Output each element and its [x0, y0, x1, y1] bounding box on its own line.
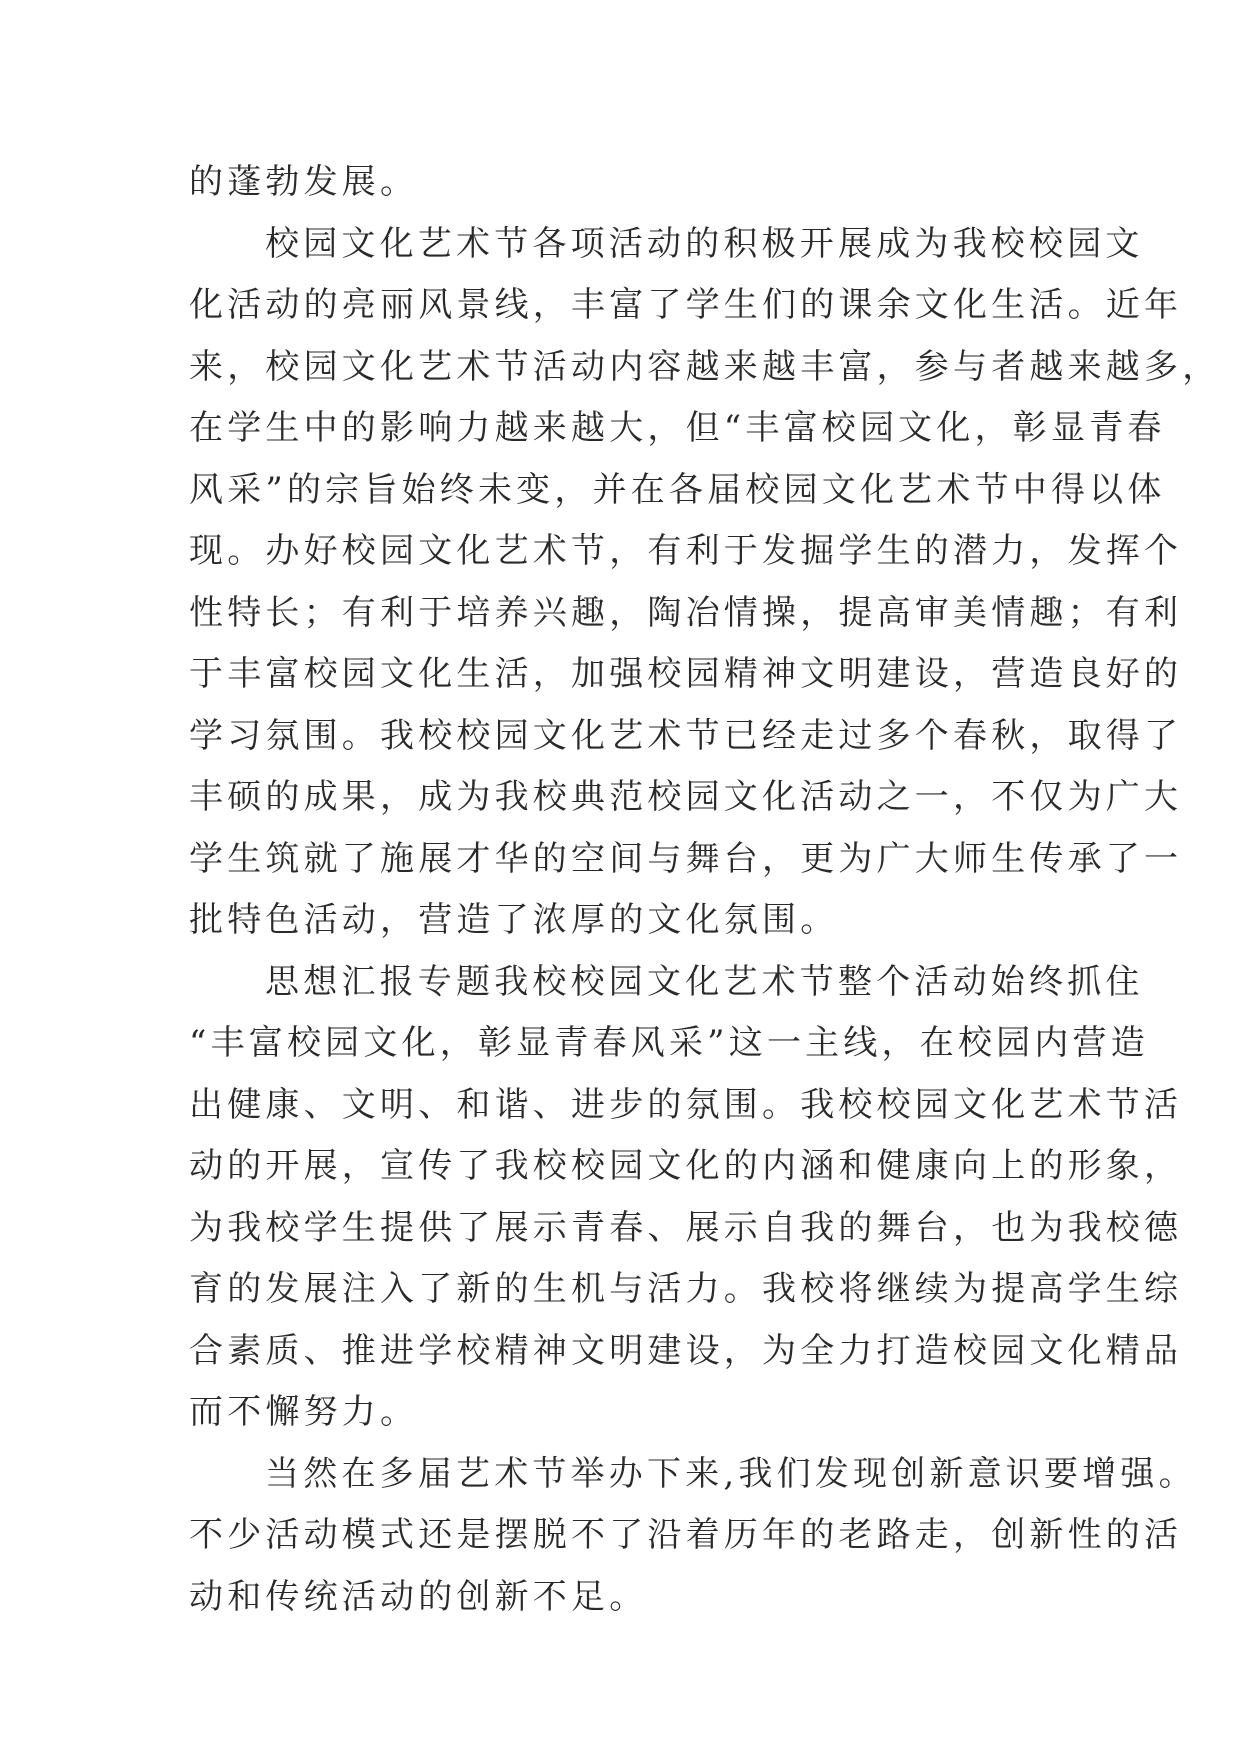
paragraph-line: 风采”的宗旨始终未变，并在各届校园文化艺术节中得以体 [189, 469, 1166, 510]
paragraph-line: 不少活动模式还是摆脱不了沿着历年的老路走，创新性的活 [189, 1515, 1183, 1555]
paragraph-line: 思想汇报专题我校校园文化艺术节整个活动始终抓住 [265, 961, 1144, 1002]
paragraph-line: 的蓬勃发展。 [189, 162, 419, 202]
paragraph-4 [189, 1444, 1197, 1629]
document-body [189, 152, 1221, 1628]
paragraph-line: 现。办好校园文化艺术节，有利于发掘学生的潜力，发挥个 [189, 531, 1183, 571]
paragraph-line: 动和传统活动的创新不足。 [189, 1576, 648, 1617]
paragraph-line: 当然在多届艺术节举办下来,我们发现创新意识要增强。 [265, 1453, 1197, 1494]
paragraph-line: 化活动的亮丽风景线，丰富了学生们的课余文化生活。近年 [189, 285, 1183, 325]
paragraph-line: 为我校学生提供了展示青春、展示自我的舞台，也为我校德 [189, 1207, 1183, 1248]
paragraph-line: 性特长；有利于培养兴趣，陶冶情操，提高审美情趣；有利 [189, 592, 1183, 633]
paragraph-line: 学生筑就了施展才华的空间与舞台，更为广大师生传承了一 [189, 838, 1183, 879]
paragraph-1 [189, 152, 1059, 214]
paragraph-line: 丰硕的成果，成为我校典范校园文化活动之一，不仅为广大 [189, 777, 1183, 817]
paragraph-line: 在学生中的影响力越来越大，但“丰富校园文化，彰显青春 [189, 408, 1166, 448]
paragraph-line: 出健康、文明、和谐、进步的氛围。我校校园文化艺术节活 [189, 1084, 1183, 1125]
paragraph-line: 来，校园文化艺术节活动内容越来越丰富，参与者越来越多， [189, 346, 1221, 387]
paragraph-line: 育的发展注入了新的生机与活力。我校将继续为提高学生综 [189, 1269, 1183, 1309]
paragraph-line: 批特色活动，营造了浓厚的文化氛围。 [189, 900, 839, 940]
paragraph-line: 而不懈努力。 [189, 1392, 419, 1432]
paragraph-2 [189, 214, 1221, 952]
paragraph-line: 学习氛围。我校校园文化艺术节已经走过多个春秋，取得了 [189, 715, 1183, 756]
paragraph-line: 动的开展，宣传了我校校园文化的内涵和健康向上的形象， [189, 1146, 1183, 1186]
paragraph-3 [189, 952, 1183, 1444]
paragraph-line: “丰富校园文化，彰显青春风采”这一主线，在校园内营造 [189, 1023, 1149, 1063]
paragraph-line: 于丰富校园文化生活，加强校园精神文明建设，营造良好的 [189, 654, 1183, 694]
paragraph-line: 合素质、推进学校精神文明建设，为全力打造校园文化精品 [189, 1330, 1183, 1371]
paragraph-line: 校园文化艺术节各项活动的积极开展成为我校校园文 [265, 223, 1144, 264]
